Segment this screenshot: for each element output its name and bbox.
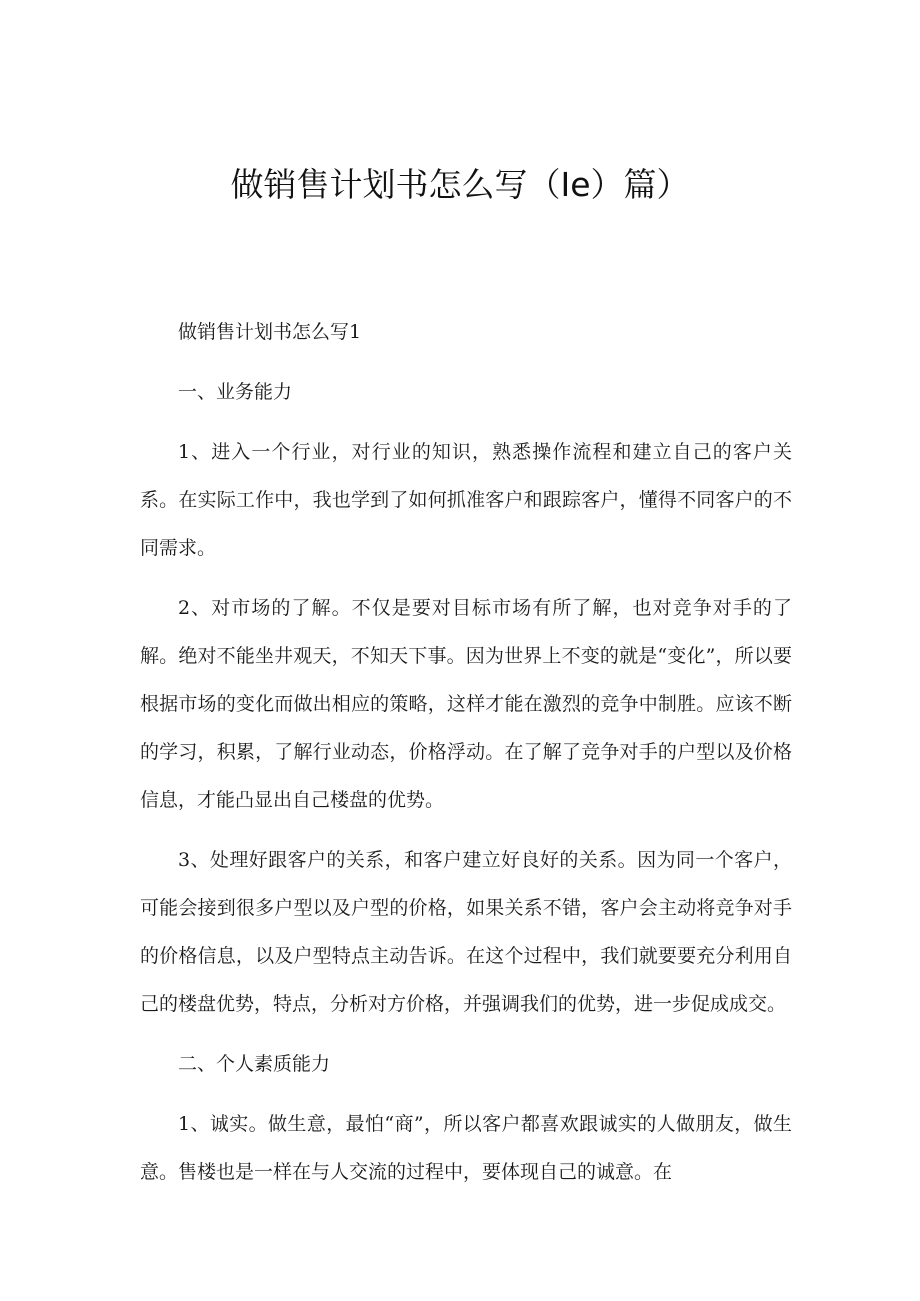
document-subtitle: 做销售计划书怎么写1 (178, 321, 362, 343)
paragraph-honesty: 1、诚实。做生意，最怕“商”，所以客户都喜欢跟诚实的人做朋友，做生意。售楼也是一样在与人交流的过程中，要体现自己的诚意。在 (140, 1113, 792, 1183)
section-heading-business-ability: 一、业务能力 (178, 381, 293, 403)
paragraph-industry-knowledge: 1、进入一个行业，对行业的知识，熟悉操作流程和建立自己的客户关系。在实际工作中，我也学到了如何抓准客户和跟踪客户，懂得不同客户的不同需求。 (140, 441, 792, 559)
paragraph-market-understanding: 2、对市场的了解。不仅是要对目标市场有所了解，也对竞争对手的了解。绝对不能坐井观天，不知天下事。因为世界上不变的就是“变化”，所以要根据市场的变化而做出相应的策略，这样才能在激烈的竞争中制胜。应该不断的学习，积累，了解行业动态，价格浮动。在了解了竞争对手的户型以及价格信息，才能凸显出自己楼盘的优势。 (140, 597, 792, 811)
section-heading-personal-quality: 二、个人素质能力 (178, 1053, 331, 1075)
document-body (140, 308, 792, 1196)
paragraph-customer-relations: 3、处理好跟客户的关系，和客户建立好良好的关系。因为同一个客户，可能会接到很多户型以及户型的价格，如果关系不错，客户会主动将竞争对手的价格信息，以及户型特点主动告诉。在这个过程中，我们就要要充分利用自己的楼盘优势，特点，分析对方价格，并强调我们的优势，进一步促成成交。 (140, 849, 792, 1015)
document-title: 做销售计划书怎么写（Ie）篇） (230, 165, 690, 204)
